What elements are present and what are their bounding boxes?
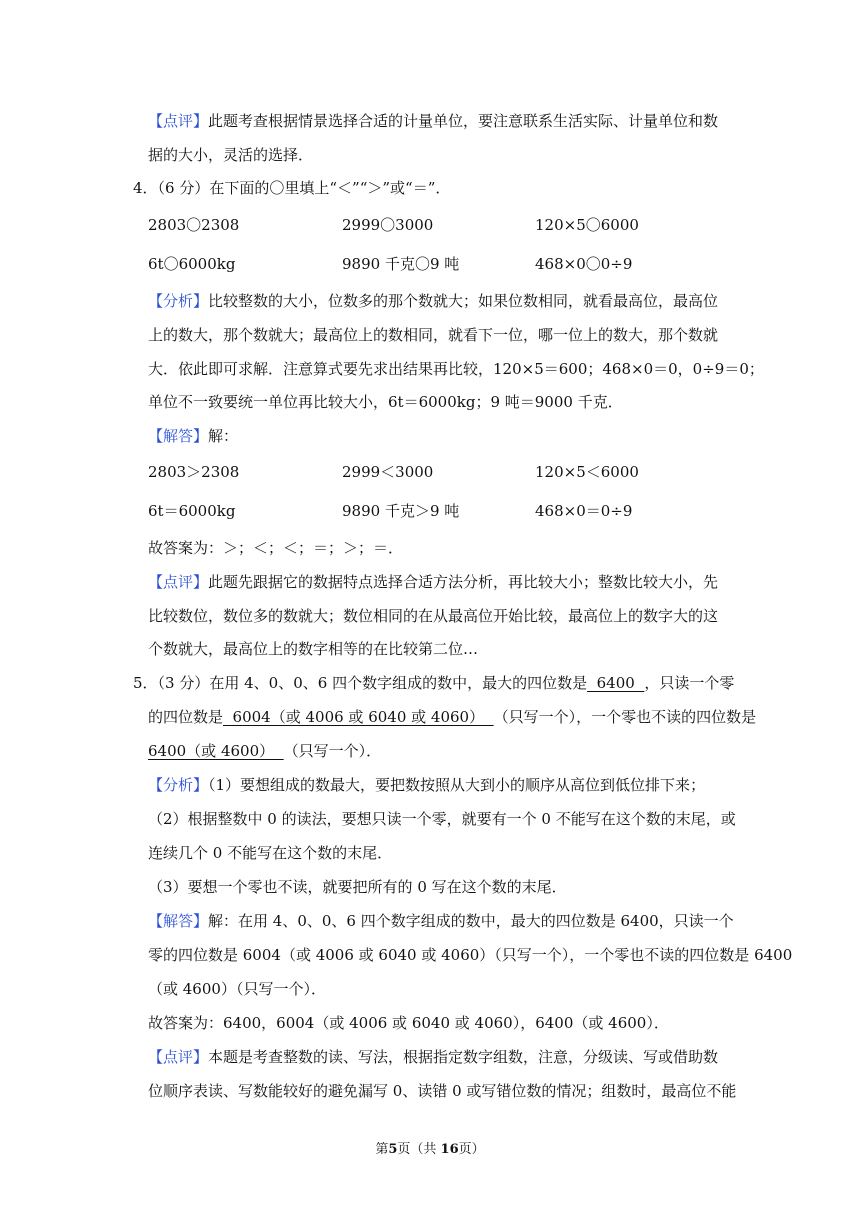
q5-dianping-2: 位顺序表读、写数能较好的避免漏写 0、读错 0 或写错位数的情况；组数时，最高位不能 <box>148 1082 737 1100</box>
q4-item-1: 2803〇2308 <box>148 216 240 234</box>
q5-blank-1: 6400 <box>587 674 645 692</box>
q4-answer-5: 9890 千克＞9 吨 <box>342 502 460 520</box>
q4-answer-4: 6t＝6000kg <box>148 502 236 520</box>
q5-fenxi <box>148 775 705 795</box>
q4-item-2: 2999〇3000 <box>342 216 434 234</box>
q5-final-answer: 故答案为：6400，6004（或 4006 或 6040 或 4060），6400（或 4600）． <box>148 1014 669 1032</box>
q5-header <box>133 673 734 693</box>
q5-jieda <box>148 911 734 931</box>
q4-final-answer: 故答案为：＞；＜；＜；＝；＞；＝． <box>148 539 404 557</box>
q5-fenxi-4: （3）要想一个零也不读，就要把所有的 0 写在这个数的末尾． <box>148 878 567 896</box>
q4-answer-6: 468×0＝0÷9 <box>535 502 633 520</box>
q4-dianping <box>148 572 718 592</box>
total-pages: 16 <box>440 1142 459 1157</box>
fenxi-text: 比较整数的大小，位数多的那个数就大；如果位数相同，就看最高位，最高位 <box>208 292 719 310</box>
fenxi-text-2: 上的数大，那个数就大；最高位上的数相同，就看下一位，哪一位上的数大，那个数就 <box>148 326 719 344</box>
fenxi-text-4: 单位不一致要统一单位再比较大小，6t＝6000kg；9 吨＝9000 千克． <box>148 393 623 411</box>
fenxi-text-3: 大．依此即可求解．注意算式要先求出结果再比较，120×5＝600；468×0＝0，0÷9＝0； <box>148 360 764 378</box>
q4-item-4: 6t〇6000kg <box>148 255 236 273</box>
page-number: 5 <box>388 1142 398 1157</box>
jieda-text: 解： <box>208 427 239 445</box>
q5-blank-3: 6400（或 4600） <box>148 742 284 760</box>
q4-item-3: 120×5〇6000 <box>535 216 639 234</box>
q4-item-5: 9890 千克〇9 吨 <box>342 255 460 273</box>
dianping-tag-2: 【点评】 <box>148 573 209 591</box>
q5-line-2 <box>148 707 756 727</box>
q5-fenxi-text: （1）要想组成的数最大，要把数按照从大到小的顺序从高位到低位排下来； <box>208 776 706 794</box>
q5-text-a: 5．（3 分）在用 4、0、0、6 四个数字组成的数中，最大的四位数是 <box>133 674 588 692</box>
q5-fenxi-2: （2）根据整数中 0 的读法，要想只读一个零，就要有一个 0 不能写在这个数的末尾，或 <box>148 810 736 828</box>
q4-item-6: 468×0〇0÷9 <box>535 255 633 273</box>
q4-answer-1: 2803＞2308 <box>148 463 240 481</box>
q5-blank-2: 6004（或 4006 或 6040 或 4060） <box>223 708 494 726</box>
dianping-text-4: 个数就大，最高位上的数字相等的在比较第二位… <box>148 640 479 658</box>
jieda-tag-2: 【解答】 <box>148 912 209 930</box>
q5-jieda-text: 解：在用 4、0、0、6 四个数字组成的数中，最大的四位数是 6400，只读一个 <box>208 912 734 930</box>
dianping-paragraph <box>148 111 718 131</box>
q5-text-b: ，只读一个零 <box>644 674 735 692</box>
q4-fenxi <box>148 291 718 311</box>
dianping-text-2: 此题先跟据它的数据特点选择合适方法分析，再比较大小；整数比较大小，先 <box>208 573 719 591</box>
footer-prefix: 第 <box>375 1142 389 1157</box>
q4-jieda <box>148 426 238 446</box>
q5-jieda-2: 零的四位数是 6004（或 4006 或 6040 或 4060）（只写一个），一个零也不读的四位数是 6400 <box>148 946 793 964</box>
q5-dianping <box>148 1047 718 1067</box>
dianping-text-3: 比较数位，数位多的数就大；数位相同的在从最高位开始比较，最高位上的数字大的这 <box>148 607 719 625</box>
fenxi-tag-2: 【分析】 <box>148 776 209 794</box>
q4-header: 4．（6 分）在下面的〇里填上“＜”“＞”或“＝”． <box>133 179 451 197</box>
q4-answer-3: 120×5＜6000 <box>535 463 639 481</box>
footer-suffix: 页） <box>458 1142 485 1157</box>
q5-jieda-3: （或 4600）（只写一个）． <box>148 980 326 998</box>
jieda-tag: 【解答】 <box>148 427 209 445</box>
q5-text-c: 的四位数是 <box>148 708 224 726</box>
q5-fenxi-3: 连续几个 0 不能写在这个数的末尾． <box>148 844 393 862</box>
page-footer <box>0 1138 860 1157</box>
dianping-text: 此题考查根据情景选择合适的计量单位，要注意联系生活实际、计量单位和数 <box>208 112 719 130</box>
q5-line-3 <box>148 741 381 761</box>
q5-text-e: （只写一个）． <box>283 742 382 760</box>
dianping-text-continued: 据的大小，灵活的选择． <box>148 146 314 164</box>
dianping-tag-3: 【点评】 <box>148 1048 209 1066</box>
fenxi-tag: 【分析】 <box>148 292 209 310</box>
q5-text-d: （只写一个），一个零也不读的四位数是 <box>493 708 757 726</box>
q4-answer-2: 2999＜3000 <box>342 463 434 481</box>
footer-mid: 页（共 <box>397 1142 441 1157</box>
q5-dianping-text: 本题是考查整数的读、写法，根据指定数字组数，注意，分级读、写或借助数 <box>208 1048 719 1066</box>
dianping-tag: 【点评】 <box>148 112 209 130</box>
